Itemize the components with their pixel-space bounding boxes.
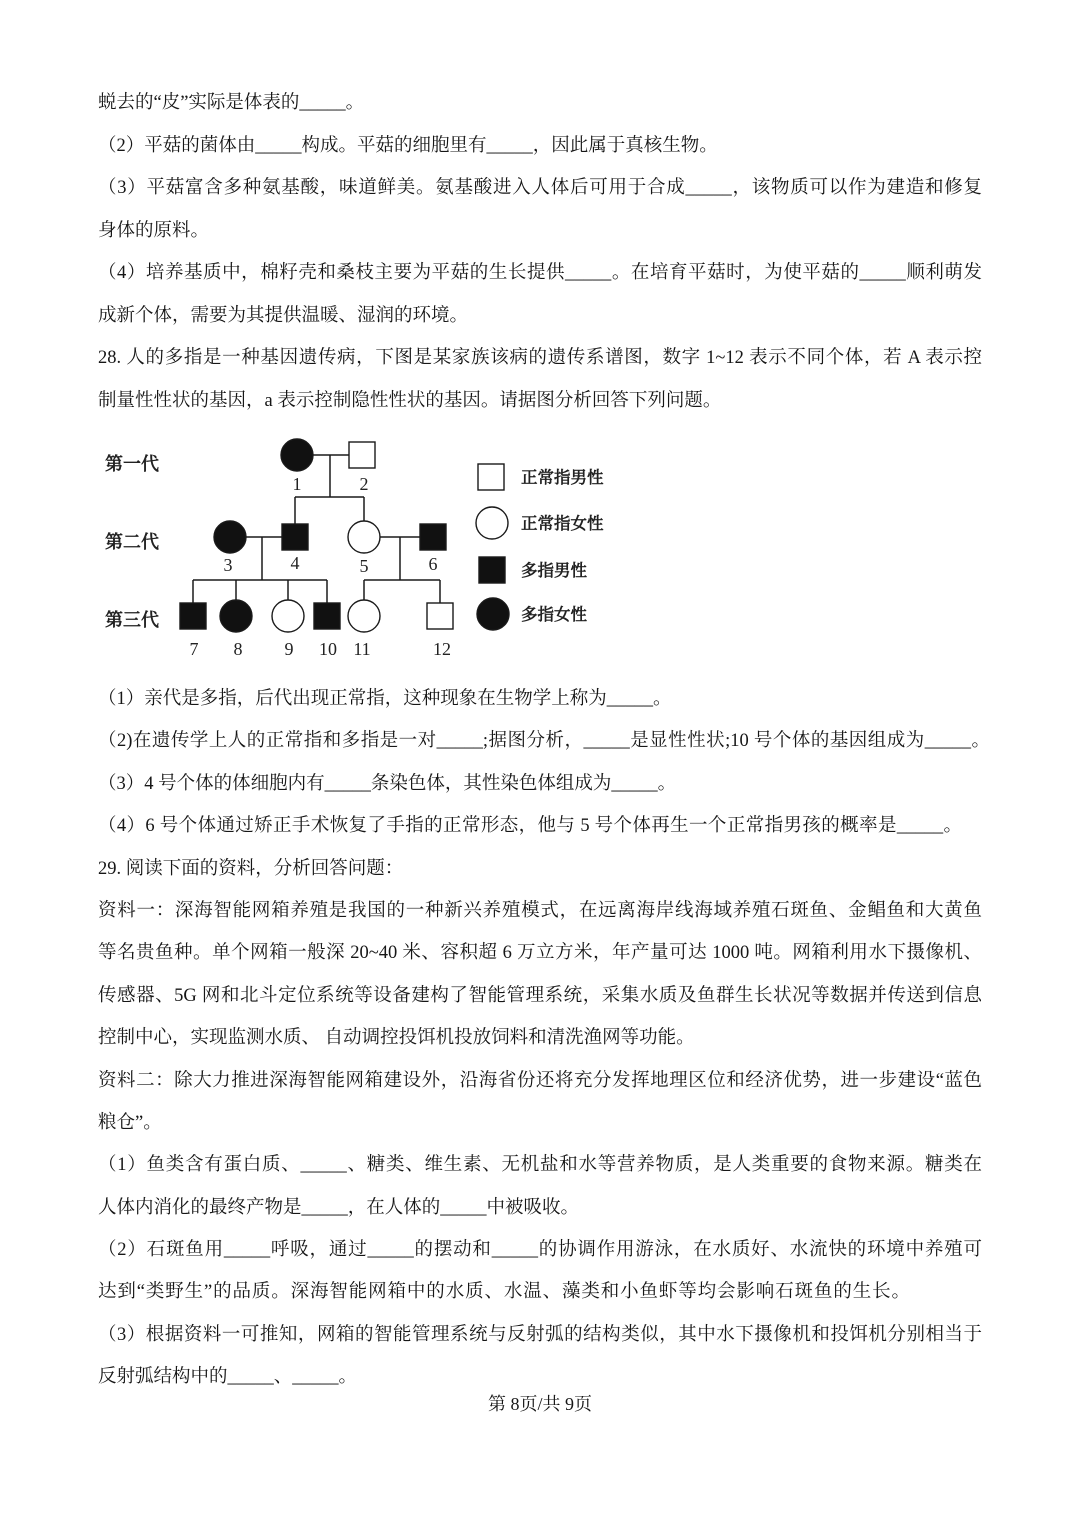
generation-label: 第一代 [105, 454, 159, 475]
individual-8-symbol [220, 600, 252, 632]
q27-line: 成新个体，需要为其提供温暖、湿润的环境。 [98, 305, 469, 326]
legend-label: 正常指男性 [521, 468, 604, 487]
legend-label: 多指男性 [521, 561, 587, 580]
q27-line: （2）平菇的菌体由_____构成。平菇的细胞里有_____，因此属于真核生物。 [98, 135, 718, 156]
individual-number: 8 [233, 639, 243, 659]
legend-symbol-affected-male [479, 557, 505, 583]
legend-label: 多指女性 [521, 605, 587, 624]
generation-label: 第三代 [105, 610, 159, 631]
q29-question-line: 达到“类野生”的品质。深海智能网箱中的水质、水温、藻类和小鱼虾等均会影响石斑鱼的生长。 [98, 1282, 910, 1303]
q29-question-line: （2）石斑鱼用_____呼吸，通过_____的摆动和_____的协调作用游泳，在水质好、水流快的环境中养殖可 [98, 1240, 982, 1261]
legend-symbol-normal-male [478, 464, 504, 490]
legend-symbol-affected-female [477, 598, 509, 630]
q29-question-line: （1）鱼类含有蛋白质、_____、糖类、维生素、无机盐和水等营养物质，是人类重要的食物来源。糖类在 [98, 1155, 982, 1176]
individual-number: 9 [284, 639, 294, 659]
individual-number: 6 [428, 554, 438, 574]
individual-number: 10 [319, 639, 337, 659]
upper-text-block [98, 82, 982, 422]
q28-stem-line: 28. 人的多指是一种基因遗传病，下图是某家族该病的遗传系谱图，数字 1~12 表示不同个体，若 A 表示控 [98, 348, 982, 368]
q28-question-line: （3）4 号个体的体细胞内有_____条染色体，其性染色体组成为_____。 [98, 773, 677, 794]
legend-symbol-normal-female [476, 507, 508, 539]
q29-material-line: 控制中心，实现监测水质、 自动调控投饵机投放饲料和清洗渔网等功能。 [98, 1028, 695, 1049]
pedigree-chart [90, 430, 630, 670]
individual-number: 12 [433, 639, 451, 659]
individual-number: 5 [359, 556, 369, 576]
q29-material-line: 传感器、5G 网和北斗定位系统等设备建构了智能管理系统，采集水质及鱼群生长状况等数据并传送到信息 [98, 985, 982, 1006]
individual-number: 11 [353, 639, 371, 659]
q27-line: （3）平菇富含多种氨基酸，味道鲜美。氨基酸进入人体后可用于合成_____，该物质可以作为建造和修复 [98, 178, 982, 198]
q27-line: （4）培养基质中，棉籽壳和桑枝主要为平菇的生长提供_____。在培育平菇时，为使平菇的_____顺利萌发 [98, 263, 982, 283]
individual-5-symbol [348, 521, 380, 553]
individual-number: 4 [290, 553, 300, 573]
individual-3-symbol [214, 521, 246, 553]
q29-material-line: 等名贵鱼种。单个网箱一般深 20~40 米、容积超 6 万立方米，年产量可达 1000 吨。网箱利用水下摄像机、 [98, 943, 982, 964]
page-number: 第 8页/共 9页 [487, 1394, 592, 1414]
individual-number: 7 [189, 639, 199, 659]
q28-question-line: （1）亲代是多指，后代出现正常指，这种现象在生物学上称为_____。 [98, 689, 672, 709]
individual-number: 3 [223, 555, 233, 575]
q29-question-line: 反射弧结构中的_____、_____。 [98, 1367, 358, 1388]
individual-10-symbol [314, 603, 340, 629]
individual-6-symbol [420, 524, 446, 550]
q29-material-line: 资料一：深海智能网箱养殖是我国的一种新兴养殖模式，在远离海岸线海域养殖石斑鱼、金鲳鱼和大黄鱼 [98, 900, 982, 921]
individual-2-symbol [349, 442, 375, 468]
individual-7-symbol [180, 603, 206, 629]
individual-11-symbol [348, 600, 380, 632]
individual-4-symbol [282, 524, 308, 550]
individual-12-symbol [427, 603, 453, 629]
q29-material-line: 资料二：除大力推进深海智能网箱建设外，沿海省份还将充分发挥地理区位和经济优势，进一步建设“蓝色 [98, 1070, 982, 1091]
q29-material-line: 粮仓”。 [98, 1112, 162, 1133]
individual-1-symbol [281, 439, 313, 471]
generation-label: 第二代 [105, 532, 159, 553]
q27-line: 身体的原料。 [98, 220, 210, 241]
q28-question-line: （2)在遗传学上人的正常指和多指是一对_____;据图分析，_____是显性性状;10 号个体的基因组成为_____。 [98, 731, 990, 752]
q28-question-line: （4）6 号个体通过矫正手术恢复了手指的正常形态，他与 5 号个体再生一个正常指男孩的概率是_____。 [98, 816, 962, 837]
lower-text-block [98, 678, 990, 1399]
q29-question-line: 人体内消化的最终产物是_____，在人体的_____中被吸收。 [98, 1197, 580, 1218]
legend-label: 正常指女性 [521, 514, 604, 533]
individual-9-symbol [272, 600, 304, 632]
q29-title: 29. 阅读下面的资料，分析回答问题： [98, 858, 404, 879]
individual-number: 1 [292, 474, 302, 494]
q29-question-line: （3）根据资料一可推知，网箱的智能管理系统与反射弧的结构类似，其中水下摄像机和投饵机分别相当于 [98, 1324, 982, 1345]
individual-number: 2 [359, 474, 369, 494]
q28-stem-line: 制量性性状的基因，a 表示控制隐性性状的基因。请据图分析回答下列问题。 [98, 390, 722, 411]
q27-line: 蜕去的“皮”实际是体表的_____。 [98, 93, 365, 113]
